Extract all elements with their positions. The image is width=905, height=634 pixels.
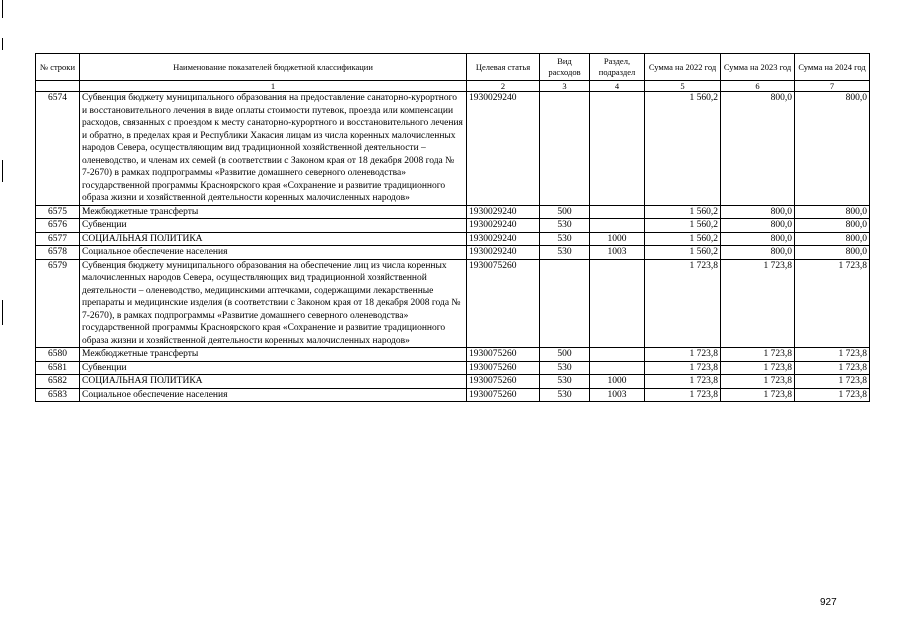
row-name: Субвенция бюджету муниципального образования на предоставление санаторно-курортного и восстановительного лечения в виде оплаты стоимости путевок, проезда или компенсации расходов, связанных с проездом к месту санаторно-курортного и восстановительного лечения и обратно, в пределах края и Республики Хакасия лицам из числа коренных малочисленных народов Севера, осуществляющим вид традиционной хозяйственной деятельности – оленеводство, и членам их семей (в соответствии с Законом края от 18 декабря 2008 года № 7-2670) в рамках подпрограммы «Развитие домашнего северного оленеводства» государственной программы Красноярского края «Сохранение и развитие традиционного образа жизни и хозяйственной деятельности коренных малочисленных народов» <box>80 92 467 206</box>
row-exp-type: 530 <box>540 361 590 375</box>
row-number: 6577 <box>36 232 80 246</box>
row-sum-2022: 1 560,2 <box>645 92 721 206</box>
margin-mark <box>2 38 3 50</box>
row-sum-2023: 800,0 <box>721 92 795 206</box>
table-row <box>36 259 870 348</box>
row-target: 1930029240 <box>467 232 540 246</box>
row-sum-2023: 800,0 <box>721 219 795 233</box>
row-target: 1930029240 <box>467 219 540 233</box>
row-exp-type: 500 <box>540 205 590 219</box>
row-sum-2024: 1 723,8 <box>795 375 870 389</box>
table-row <box>36 205 870 219</box>
row-section <box>590 219 645 233</box>
row-number: 6575 <box>36 205 80 219</box>
row-sum-2024: 800,0 <box>795 205 870 219</box>
row-name: Субвенция бюджету муниципального образования на обеспечение лиц из числа коренных малочисленных народов Севера, осуществляющих вид традиционной хозяйственной деятельности – оленеводство, медицинскими аптечками, содержащими лекарственные препараты и медицинские изделия (в соответствии с Законом края от 18 декабря 2008 года № 7-2670), в рамках подпрограммы «Развитие домашнего северного оленеводства» государственной программы Красноярского края «Сохранение и развитие традиционного образа жизни и хозяйственной деятельности коренных малочисленных народов» <box>80 259 467 348</box>
row-sum-2024: 1 723,8 <box>795 259 870 348</box>
row-target: 1930075260 <box>467 348 540 362</box>
row-sum-2023: 1 723,8 <box>721 375 795 389</box>
row-sum-2022: 1 723,8 <box>645 388 721 402</box>
column-index: 1 <box>80 81 467 92</box>
header-exp-type: Вид расходов <box>540 54 590 81</box>
row-number: 6582 <box>36 375 80 389</box>
row-target: 1930075260 <box>467 375 540 389</box>
row-sum-2023: 1 723,8 <box>721 361 795 375</box>
row-sum-2024: 800,0 <box>795 92 870 206</box>
row-section: 1003 <box>590 246 645 260</box>
header-sum-2022: Сумма на 2022 год <box>645 54 721 81</box>
row-section <box>590 205 645 219</box>
row-exp-type: 530 <box>540 219 590 233</box>
column-index <box>36 81 80 92</box>
column-index: 5 <box>645 81 721 92</box>
row-sum-2023: 800,0 <box>721 246 795 260</box>
table-row <box>36 348 870 362</box>
column-index: 2 <box>467 81 540 92</box>
row-section <box>590 92 645 206</box>
table-row <box>36 219 870 233</box>
row-exp-type: 530 <box>540 246 590 260</box>
row-sum-2024: 800,0 <box>795 246 870 260</box>
row-sum-2022: 1 723,8 <box>645 361 721 375</box>
row-sum-2022: 1 560,2 <box>645 232 721 246</box>
margin-mark <box>2 300 3 325</box>
header-name: Наименование показателей бюджетной классификации <box>80 54 467 81</box>
header-sum-2023: Сумма на 2023 год <box>721 54 795 81</box>
row-sum-2023: 800,0 <box>721 205 795 219</box>
page-number: 927 <box>820 597 837 608</box>
margin-mark <box>2 0 3 18</box>
row-target: 1930075260 <box>467 361 540 375</box>
column-index: 3 <box>540 81 590 92</box>
row-target: 1930029240 <box>467 205 540 219</box>
table-row <box>36 92 870 206</box>
row-number: 6578 <box>36 246 80 260</box>
row-exp-type: 530 <box>540 388 590 402</box>
header-row-no: № строки <box>36 54 80 81</box>
row-section <box>590 259 645 348</box>
row-name: Межбюджетные трансферты <box>80 205 467 219</box>
row-exp-type <box>540 259 590 348</box>
row-sum-2023: 1 723,8 <box>721 259 795 348</box>
row-sum-2022: 1 560,2 <box>645 246 721 260</box>
row-section: 1003 <box>590 388 645 402</box>
header-section: Раздел, подраздел <box>590 54 645 81</box>
table-row <box>36 361 870 375</box>
column-index-row <box>36 81 870 92</box>
row-sum-2022: 1 723,8 <box>645 259 721 348</box>
row-sum-2024: 1 723,8 <box>795 348 870 362</box>
row-exp-type: 530 <box>540 232 590 246</box>
row-sum-2024: 1 723,8 <box>795 361 870 375</box>
row-target: 1930029240 <box>467 246 540 260</box>
row-name: Субвенции <box>80 361 467 375</box>
row-sum-2024: 800,0 <box>795 219 870 233</box>
budget-table <box>35 53 870 402</box>
row-target: 1930075260 <box>467 259 540 348</box>
row-name: СОЦИАЛЬНАЯ ПОЛИТИКА <box>80 232 467 246</box>
row-sum-2024: 800,0 <box>795 232 870 246</box>
row-section: 1000 <box>590 232 645 246</box>
row-section: 1000 <box>590 375 645 389</box>
row-number: 6581 <box>36 361 80 375</box>
row-target: 1930029240 <box>467 92 540 206</box>
row-exp-type: 500 <box>540 348 590 362</box>
table-row <box>36 388 870 402</box>
row-sum-2023: 800,0 <box>721 232 795 246</box>
header-sum-2024: Сумма на 2024 год <box>795 54 870 81</box>
row-name: Социальное обеспечение населения <box>80 246 467 260</box>
row-number: 6583 <box>36 388 80 402</box>
row-target: 1930075260 <box>467 388 540 402</box>
row-name: Межбюджетные трансферты <box>80 348 467 362</box>
table-row <box>36 246 870 260</box>
header-row <box>36 54 870 81</box>
row-section <box>590 348 645 362</box>
row-sum-2022: 1 723,8 <box>645 348 721 362</box>
row-exp-type <box>540 92 590 206</box>
row-number: 6579 <box>36 259 80 348</box>
row-number: 6580 <box>36 348 80 362</box>
column-index: 7 <box>795 81 870 92</box>
row-sum-2023: 1 723,8 <box>721 388 795 402</box>
row-sum-2022: 1 723,8 <box>645 375 721 389</box>
row-number: 6574 <box>36 92 80 206</box>
row-name: Субвенции <box>80 219 467 233</box>
row-exp-type: 530 <box>540 375 590 389</box>
row-sum-2023: 1 723,8 <box>721 348 795 362</box>
row-sum-2022: 1 560,2 <box>645 205 721 219</box>
table-row <box>36 375 870 389</box>
row-sum-2024: 1 723,8 <box>795 388 870 402</box>
header-target: Целевая статья <box>467 54 540 81</box>
column-index: 4 <box>590 81 645 92</box>
row-section <box>590 361 645 375</box>
row-number: 6576 <box>36 219 80 233</box>
row-name: Социальное обеспечение населения <box>80 388 467 402</box>
column-index: 6 <box>721 81 795 92</box>
row-sum-2022: 1 560,2 <box>645 219 721 233</box>
margin-mark <box>2 160 3 182</box>
row-name: СОЦИАЛЬНАЯ ПОЛИТИКА <box>80 375 467 389</box>
table-row <box>36 232 870 246</box>
